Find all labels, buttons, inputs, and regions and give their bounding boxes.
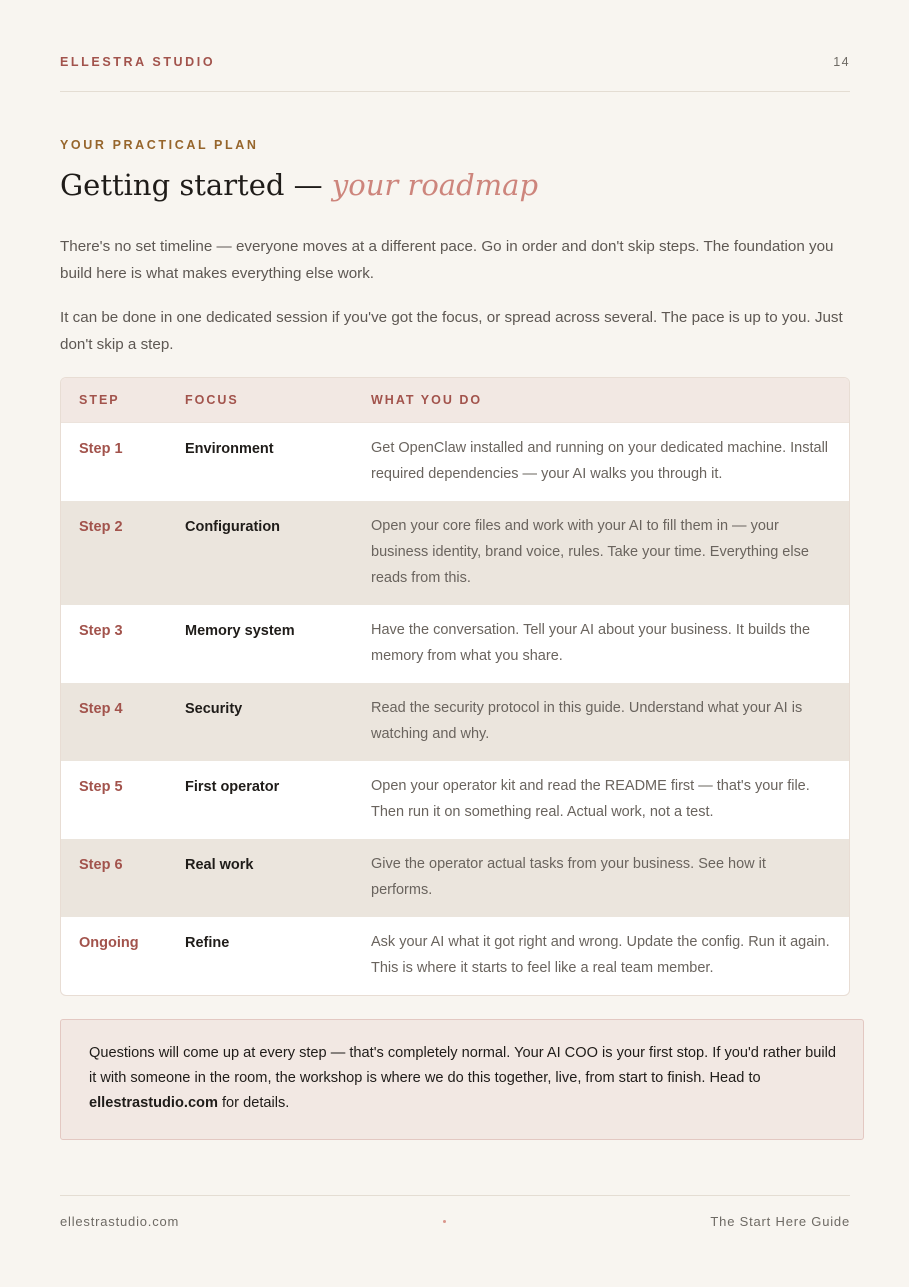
footer-divider — [60, 1195, 850, 1196]
header-divider — [60, 91, 850, 92]
step-label: Step 3 — [79, 623, 123, 639]
intro-paragraph-2: It can be done in one dedicated session if you've got the focus, or spread across several. The pace is up to you. Just don't skip a step. — [60, 309, 843, 353]
table-row — [61, 839, 849, 917]
callout-text-after: for details. — [217, 1095, 290, 1111]
focus-label: Real work — [185, 857, 254, 873]
focus-label: Security — [185, 701, 243, 717]
step-description: Get OpenClaw installed and running on your dedicated machine. Install required dependencies — your AI walks you through it. — [371, 440, 829, 482]
step-description: Open your operator kit and read the README first — that's your file. Then run it on something real. Actual work, not a test. — [371, 778, 810, 820]
column-header-what: WHAT YOU DO — [371, 393, 483, 407]
step-label: Step 4 — [79, 701, 123, 717]
step-description: Ask your AI what it got right and wrong. Update the config. Run it again. This is where it starts to feel like a real team member. — [371, 934, 830, 976]
table-row — [61, 917, 849, 995]
table-row — [61, 683, 849, 761]
step-label: Step 5 — [79, 779, 123, 795]
title-accent: your roadmap — [331, 168, 539, 202]
focus-label: Environment — [185, 441, 274, 457]
column-header-focus: FOCUS — [185, 393, 239, 407]
table-row — [61, 605, 849, 683]
focus-label: Memory system — [185, 623, 295, 639]
website-link[interactable]: ellestrastudio.com — [89, 1095, 218, 1111]
table-row — [61, 501, 849, 605]
table-row — [61, 423, 849, 501]
footer-guide-title: The Start Here Guide — [710, 1214, 850, 1229]
step-description: Have the conversation. Tell your AI about your business. It builds the memory from what you share. — [371, 622, 811, 664]
step-label: Step 6 — [79, 857, 123, 873]
step-label: Step 2 — [79, 519, 123, 535]
brand-name: ELLESTRA STUDIO — [60, 55, 216, 69]
page-footer — [60, 1214, 850, 1229]
step-label: Step 1 — [79, 441, 123, 457]
footer-dot-icon — [443, 1220, 446, 1223]
step-label: Ongoing — [79, 935, 139, 951]
workshop-callout — [60, 1019, 864, 1140]
title-main: Getting started — — [60, 168, 332, 202]
callout-text — [89, 1041, 837, 1116]
table-header-row — [61, 378, 849, 423]
page-header — [60, 55, 850, 69]
footer-website: ellestrastudio.com — [60, 1214, 180, 1229]
page-number: 14 — [833, 55, 850, 69]
page-title — [60, 168, 538, 202]
table-row — [61, 761, 849, 839]
column-header-step: STEP — [79, 393, 120, 407]
callout-text-before: Questions will come up at every step — that's completely normal. Your AI COO is your first stop. If you'd rather build it with someone in the room, the workshop is where we do this together, live, from start to finish. Head to — [89, 1045, 836, 1086]
step-description: Read the security protocol in this guide. Understand what your AI is watching and why. — [371, 700, 803, 742]
focus-label: First operator — [185, 779, 280, 795]
roadmap-table — [60, 377, 850, 996]
step-description: Give the operator actual tasks from your business. See how it performs. — [371, 856, 766, 898]
step-description: Open your core files and work with your AI to fill them in — your business identity, brand voice, rules. Take your time. Everything else reads from this. — [371, 518, 809, 586]
intro-paragraph-1: There's no set timeline — everyone moves at a different pace. Go in order and don't skip steps. The foundation you build here is what makes everything else work. — [60, 238, 834, 282]
section-eyebrow: YOUR PRACTICAL PLAN — [60, 138, 259, 152]
focus-label: Configuration — [185, 519, 281, 535]
focus-label: Refine — [185, 935, 230, 951]
